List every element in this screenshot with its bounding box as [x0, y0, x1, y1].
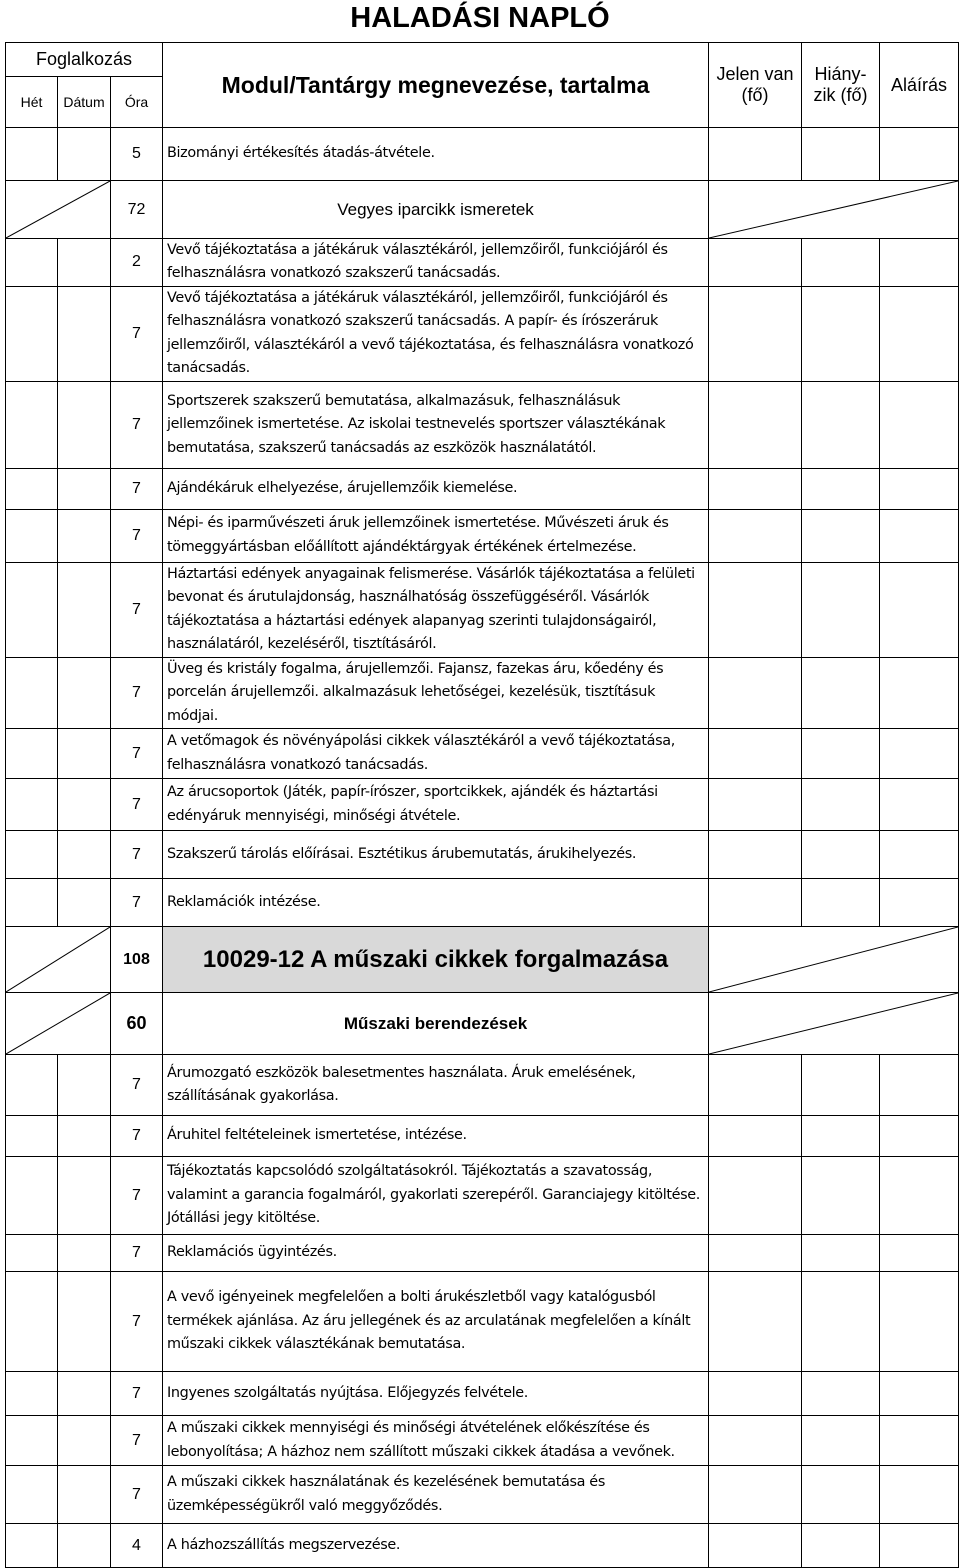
- cell-het: [6, 657, 58, 728]
- cell-content: A műszaki cikkek használatának és kezelésének bemutatása és üzemképességükről való meggyőződés.: [163, 1466, 709, 1524]
- header-jelen-line1: Jelen van: [716, 64, 794, 84]
- section-title-vegyes: Vegyes iparcikk ismeretek: [163, 181, 709, 239]
- cell-signature: [880, 1235, 959, 1272]
- cell-present: [709, 1055, 802, 1116]
- header-foglalkozas: Foglalkozás: [6, 43, 163, 77]
- table-row: [6, 1157, 959, 1235]
- cell-datum: [58, 286, 111, 381]
- cell-absent: [802, 831, 880, 879]
- cell-absent: [802, 1272, 880, 1372]
- diagonal-line: [6, 993, 110, 1054]
- cell-absent: [802, 562, 880, 657]
- cell-signature: [880, 1524, 959, 1568]
- cell-het: [6, 729, 58, 779]
- cell-datum: [58, 128, 111, 181]
- table-row: [6, 381, 959, 468]
- cell-absent: [802, 509, 880, 562]
- cell-signature: [880, 1466, 959, 1524]
- cell-content: Szakszerű tárolás előírásai. Esztétikus árubemutatás, árukihelyezés.: [163, 831, 709, 879]
- cell-content: Üveg és kristály fogalma, árujellemzői. Fajansz, fazekas áru, kőedény és porcelán árujellemzői. alkalmazásuk lehetőségei, kezelésük, tisztításuk módjai.: [163, 657, 709, 728]
- cell-het: [6, 562, 58, 657]
- cell-signature: [880, 1272, 959, 1372]
- cell-datum: [58, 729, 111, 779]
- header-hiany-line2: zik (fő): [813, 85, 868, 105]
- section-title-muszaki: Műszaki berendezések: [163, 993, 709, 1055]
- cell-present: [709, 1116, 802, 1157]
- cell-signature: [880, 1116, 959, 1157]
- cell-datum: [58, 879, 111, 927]
- cell-datum: [58, 1416, 111, 1466]
- cell-signature: [880, 879, 959, 927]
- cell-diagonal: [709, 993, 959, 1055]
- cell-signature: [880, 1416, 959, 1466]
- cell-diagonal: [6, 927, 111, 993]
- cell-hours: 60: [111, 993, 163, 1055]
- cell-content: Az árucsoportok (Játék, papír-írószer, sportcikkek, ajándék és háztartási edényáruk mennyiségi, minőségi átvétele.: [163, 779, 709, 831]
- cell-absent: [802, 286, 880, 381]
- cell-content: A vevő igényeinek megfelelően a bolti árukészletből vagy katalógusból termékek ajánlása. Az áru jellegének és az arculatának megfelelően a kínált műszaki cikkek választékának bemutatása.: [163, 1272, 709, 1372]
- cell-hours: 7: [111, 729, 163, 779]
- cell-het: [6, 286, 58, 381]
- cell-diagonal: [709, 181, 959, 239]
- table-row: [6, 879, 959, 927]
- cell-present: [709, 657, 802, 728]
- cell-present: [709, 1372, 802, 1416]
- cell-het: [6, 1416, 58, 1466]
- cell-content: Népi- és iparművészeti áruk jellemzőinek ismertetése. Művészeti áruk és tömeggyártásban előállított ajándéktárgyak értékének értelmezése.: [163, 509, 709, 562]
- table-row: [6, 1272, 959, 1372]
- cell-absent: [802, 779, 880, 831]
- diagonal-line: [709, 927, 958, 992]
- cell-hours: 7: [111, 286, 163, 381]
- cell-signature: [880, 468, 959, 509]
- cell-hours: 7: [111, 1157, 163, 1235]
- table-row: [6, 1416, 959, 1466]
- diagonal-line: [709, 181, 958, 238]
- cell-hours: 5: [111, 128, 163, 181]
- table-row: [6, 1372, 959, 1416]
- cell-content: Bizományi értékesítés átadás-átvétele.: [163, 128, 709, 181]
- diagonal-line: [6, 181, 110, 238]
- cell-het: [6, 879, 58, 927]
- header-alairas: Aláírás: [880, 43, 959, 128]
- cell-absent: [802, 468, 880, 509]
- cell-datum: [58, 468, 111, 509]
- cell-content: Háztartási edények anyagainak felismerése. Vásárlók tájékoztatása a felületi bevonat és árutulajdonság, használhatóság összefüggéséről. Vásárlók tájékoztatása a háztartási edények alapanyag szerinti tulajdonságairól, használatáról, kezeléséről, tisztításáról.: [163, 562, 709, 657]
- cell-het: [6, 831, 58, 879]
- cell-datum: [58, 1235, 111, 1272]
- module-title: 10029-12 A műszaki cikkek forgalmazása: [163, 927, 709, 993]
- cell-present: [709, 1235, 802, 1272]
- cell-hours: 7: [111, 468, 163, 509]
- table-row: [6, 509, 959, 562]
- cell-signature: [880, 286, 959, 381]
- cell-hours: 7: [111, 1116, 163, 1157]
- cell-hours: 7: [111, 1272, 163, 1372]
- cell-diagonal: [6, 181, 111, 239]
- cell-content: Reklamációk intézése.: [163, 879, 709, 927]
- cell-het: [6, 1157, 58, 1235]
- cell-hours: 7: [111, 1235, 163, 1272]
- cell-hours: 7: [111, 1372, 163, 1416]
- cell-het: [6, 1524, 58, 1568]
- cell-content: Ajándékáruk elhelyezése, árujellemzőik kiemelése.: [163, 468, 709, 509]
- cell-present: [709, 562, 802, 657]
- cell-signature: [880, 562, 959, 657]
- cell-hours: 7: [111, 562, 163, 657]
- cell-datum: [58, 509, 111, 562]
- cell-content: Áruhitel feltételeinek ismertetése, intézése.: [163, 1116, 709, 1157]
- cell-datum: [58, 1524, 111, 1568]
- cell-absent: [802, 657, 880, 728]
- cell-datum: [58, 1272, 111, 1372]
- cell-datum: [58, 657, 111, 728]
- cell-content: Vevő tájékoztatása a játékáruk választékáról, jellemzőiről, funkciójáról és felhasználásra vonatkozó szakszerű tanácsadás.: [163, 239, 709, 287]
- cell-absent: [802, 879, 880, 927]
- cell-content: A műszaki cikkek mennyiségi és minőségi átvételének előkészítése és lebonyolítása; A házhoz nem szállított műszaki cikkek átadása a vevőnek.: [163, 1416, 709, 1466]
- cell-present: [709, 831, 802, 879]
- cell-present: [709, 509, 802, 562]
- cell-content: Reklamációs ügyintézés.: [163, 1235, 709, 1272]
- cell-diagonal: [709, 927, 959, 993]
- cell-absent: [802, 128, 880, 181]
- cell-present: [709, 286, 802, 381]
- cell-present: [709, 239, 802, 287]
- table-row: [6, 1055, 959, 1116]
- module-row: [6, 927, 959, 993]
- table-row: [6, 239, 959, 287]
- cell-datum: [58, 1372, 111, 1416]
- cell-present: [709, 1466, 802, 1524]
- cell-datum: [58, 1466, 111, 1524]
- cell-diagonal: [6, 993, 111, 1055]
- cell-present: [709, 1272, 802, 1372]
- cell-absent: [802, 1416, 880, 1466]
- cell-het: [6, 1235, 58, 1272]
- cell-present: [709, 879, 802, 927]
- cell-absent: [802, 239, 880, 287]
- cell-signature: [880, 1372, 959, 1416]
- cell-absent: [802, 1157, 880, 1235]
- cell-datum: [58, 779, 111, 831]
- cell-signature: [880, 657, 959, 728]
- cell-hours: 7: [111, 657, 163, 728]
- table-row: [6, 779, 959, 831]
- table-row: [6, 562, 959, 657]
- cell-het: [6, 509, 58, 562]
- cell-absent: [802, 1116, 880, 1157]
- cell-hours: 7: [111, 879, 163, 927]
- cell-hours: 72: [111, 181, 163, 239]
- cell-absent: [802, 729, 880, 779]
- cell-het: [6, 381, 58, 468]
- cell-hours: 7: [111, 1466, 163, 1524]
- table-row: [6, 1466, 959, 1524]
- cell-content: Sportszerek szakszerű bemutatása, alkalmazásuk, felhasználásuk jellemzőinek ismertetése. Az iskolai testnevelés sportszer választékának bemutatása, szakszerű tanácsadás az eszközök használatától.: [163, 381, 709, 468]
- cell-datum: [58, 1116, 111, 1157]
- cell-het: [6, 779, 58, 831]
- header-hianyzik: [802, 43, 880, 128]
- table-row: [6, 1116, 959, 1157]
- cell-hours: 2: [111, 239, 163, 287]
- cell-het: [6, 1372, 58, 1416]
- cell-datum: [58, 562, 111, 657]
- cell-absent: [802, 1524, 880, 1568]
- cell-het: [6, 1055, 58, 1116]
- cell-hours: 7: [111, 1055, 163, 1116]
- cell-hours: 4: [111, 1524, 163, 1568]
- cell-present: [709, 729, 802, 779]
- cell-signature: [880, 779, 959, 831]
- cell-signature: [880, 1157, 959, 1235]
- cell-hours: 7: [111, 831, 163, 879]
- cell-content: Ingyenes szolgáltatás nyújtása. Előjegyzés felvétele.: [163, 1372, 709, 1416]
- table-row: [6, 1235, 959, 1272]
- cell-hours: 7: [111, 509, 163, 562]
- header-datum: Dátum: [58, 77, 111, 128]
- table-row: [6, 468, 959, 509]
- cell-signature: [880, 381, 959, 468]
- cell-present: [709, 779, 802, 831]
- cell-present: [709, 381, 802, 468]
- cell-het: [6, 468, 58, 509]
- cell-present: [709, 1524, 802, 1568]
- header-row-top: [6, 43, 959, 77]
- cell-present: [709, 1416, 802, 1466]
- header-modul: Modul/Tantárgy megnevezése, tartalma: [163, 43, 709, 128]
- cell-absent: [802, 1055, 880, 1116]
- cell-hours: 7: [111, 779, 163, 831]
- cell-datum: [58, 239, 111, 287]
- cell-absent: [802, 381, 880, 468]
- cell-datum: [58, 1055, 111, 1116]
- cell-present: [709, 1157, 802, 1235]
- cell-absent: [802, 1235, 880, 1272]
- table-row: [6, 831, 959, 879]
- cell-hours: 7: [111, 381, 163, 468]
- cell-signature: [880, 1055, 959, 1116]
- table-row: [6, 729, 959, 779]
- page-title: HALADÁSI NAPLÓ: [350, 2, 610, 34]
- cell-signature: [880, 729, 959, 779]
- progress-log-table: [5, 42, 959, 1568]
- cell-het: [6, 1466, 58, 1524]
- cell-hours: 108: [111, 927, 163, 993]
- cell-het: [6, 128, 58, 181]
- cell-datum: [58, 1157, 111, 1235]
- header-ora: Óra: [111, 77, 163, 128]
- table-row: [6, 128, 959, 181]
- cell-signature: [880, 239, 959, 287]
- table-row: [6, 1524, 959, 1568]
- table-row: [6, 286, 959, 381]
- diagonal-line: [709, 993, 958, 1054]
- header-hiany-line1: Hiány-: [814, 64, 867, 84]
- cell-present: [709, 128, 802, 181]
- header-jelen-line2: (fő): [741, 85, 769, 105]
- cell-absent: [802, 1466, 880, 1524]
- header-het: Hét: [6, 77, 58, 128]
- diagonal-line: [6, 927, 110, 992]
- section-row: [6, 993, 959, 1055]
- cell-signature: [880, 831, 959, 879]
- cell-content: A házhozszállítás megszervezése.: [163, 1524, 709, 1568]
- cell-het: [6, 1272, 58, 1372]
- cell-content: Vevő tájékoztatása a játékáruk választékáról, jellemzőiről, funkciójáról és felhasználásra vonatkozó szakszerű tanácsadás. A papír- és írószeráruk jellemzőiről, választékáról a vevő tájékoztatása, és felhasználásra vonatkozó tanácsadás.: [163, 286, 709, 381]
- cell-content: Tájékoztatás kapcsolódó szolgáltatásokról. Tájékoztatás a szavatosság, valamint a garancia fogalmáról, gyakorlati szerepéről. Garanciajegy kitöltése. Jótállási jegy kitöltése.: [163, 1157, 709, 1235]
- cell-absent: [802, 1372, 880, 1416]
- header-jelen-van: [709, 43, 802, 128]
- cell-present: [709, 468, 802, 509]
- cell-datum: [58, 381, 111, 468]
- cell-signature: [880, 128, 959, 181]
- table-row: [6, 657, 959, 728]
- cell-het: [6, 239, 58, 287]
- cell-signature: [880, 509, 959, 562]
- cell-het: [6, 1116, 58, 1157]
- cell-datum: [58, 831, 111, 879]
- cell-hours: 7: [111, 1416, 163, 1466]
- cell-content: A vetőmagok és növényápolási cikkek választékáról a vevő tájékoztatása, felhasználásra vonatkozó tanácsadás.: [163, 729, 709, 779]
- section-row: [6, 181, 959, 239]
- cell-content: Árumozgató eszközök balesetmentes használata. Áruk emelésének, szállításának gyakorlása.: [163, 1055, 709, 1116]
